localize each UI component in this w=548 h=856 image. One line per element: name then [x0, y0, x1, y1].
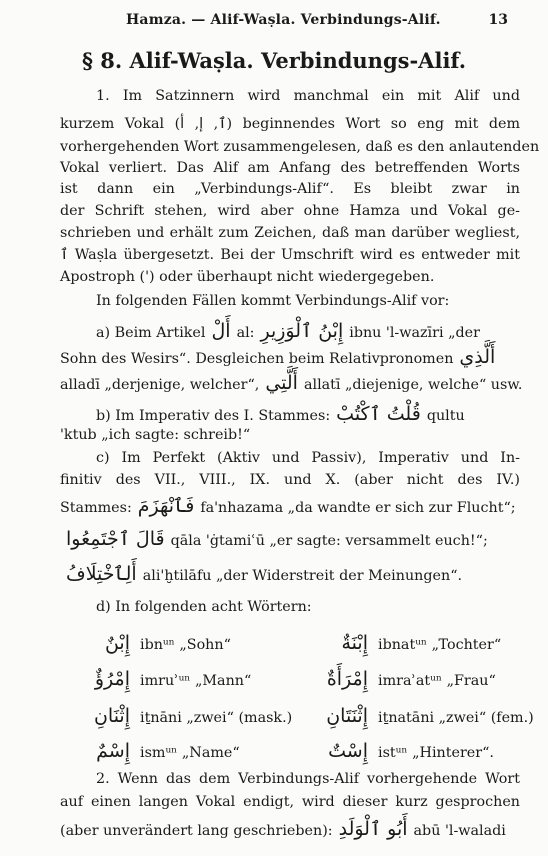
- arabic-text: أَلَّذِي: [459, 346, 496, 368]
- arabic-text: إِبْنُ ٱلْوَزِيرِ: [260, 320, 344, 342]
- case-a-line1: a) Beim Artikel أَلْ al: إِبْنُ ٱلْوَزِيرِ ibnu 'l-wazīri „der: [96, 320, 480, 342]
- para1-line: ٱ Waṣla übergesetzt. Bei der Umschrift wird es entweder mit: [60, 247, 520, 263]
- arabic-text: قُلْتُ ٱكْتُبْ: [336, 403, 421, 425]
- arabic-word: إِسْمٌ: [96, 740, 130, 762]
- word-entry: [306, 668, 496, 690]
- word-translation: iṯnatāni „zwei“ (fem.): [378, 710, 534, 726]
- word-entry: [306, 705, 534, 727]
- case-d-intro: d) In folgenden acht Wörtern:: [96, 599, 312, 615]
- arabic-word: إِثْنَتَانِ: [326, 705, 368, 727]
- arabic-text: أَلِٱخْتِلَافُ: [66, 563, 137, 585]
- para1-line: der Schrift stehen, wird aber ohne Hamza und Vokal ge-: [60, 203, 520, 219]
- case-c-line1: c) Im Perfekt (Aktiv und Passiv), Imperativ und In-: [96, 450, 520, 466]
- arabic-word: إِبْنٌ: [104, 632, 130, 654]
- arabic-text: أَبُو ٱلْوَلَدِ: [338, 818, 408, 840]
- arabic-word: إِسْتٌ: [328, 740, 368, 762]
- arabic-word: إِثْنَانِ: [93, 705, 130, 727]
- case-c-line4: قَالَ ٱجْتَمِعُوا qāla 'ġtamiʿū „er sagte: versammelt euch!“;: [66, 528, 488, 550]
- word-translation: iṯnāni „zwei“ (mask.): [140, 710, 293, 726]
- arabic-word: إِمْرُؤٌ: [94, 668, 130, 690]
- word-translation: imruʾᵘⁿ „Mann“: [140, 673, 252, 689]
- para2-line2: auf einen langen Vokal endigt, wird dieser kurz gesprochen: [60, 794, 520, 810]
- word-entry: [68, 705, 292, 727]
- word-translation: istᵘⁿ „Hinterer“.: [378, 745, 494, 761]
- case-b-line2: 'ktub „ich sagte: schreib!“: [60, 427, 251, 443]
- word-entry: [68, 668, 251, 690]
- section-title: § 8. Alif-Waṣla. Verbindungs-Alif.: [81, 48, 467, 73]
- word-translation: imraʾatᵘⁿ „Frau“: [378, 673, 496, 689]
- para1-line: vorhergehenden Wort zusammengelesen, daß es den anlautenden: [60, 139, 540, 155]
- cases-intro: In folgenden Fällen kommt Verbindungs-Alif vor:: [96, 293, 450, 309]
- arabic-text: فَٱنْهَزَمَ: [137, 495, 195, 517]
- running-header: [60, 10, 508, 32]
- word-translation: ismᵘⁿ „Name“: [140, 745, 240, 761]
- page-number: 13: [488, 12, 508, 28]
- para1-line: 1. Im Satzinnern wird manchmal ein mit Alif und: [96, 88, 520, 104]
- para1-line: ist dann ein „Verbindungs-Alif“. Es bleibt zwar in: [60, 181, 520, 197]
- para1-line: kurzem Vokal (ٱ, إ, أ) beginnendes Wort so eng mit dem: [60, 116, 521, 132]
- case-a-line2: Sohn des Wesirs“. Desgleichen beim Relativpronomen أَلَّذِي: [60, 346, 496, 368]
- word-entry: [68, 632, 231, 654]
- word-translation: ibnᵘⁿ „Sohn“: [140, 637, 231, 653]
- para2-line1: 2. Wenn das dem Verbindungs-Alif vorhergehende Wort: [96, 771, 520, 787]
- arabic-word: إِمْرَأَةٌ: [326, 668, 368, 690]
- case-c-line5: أَلِٱخْتِلَافُ ali'ḫtilāfu „der Widerstreit der Meinungen“.: [66, 563, 463, 585]
- para1-line: schrieben und erhält zum Zeichen, daß man darüber wegliest,: [60, 225, 520, 241]
- case-a-line3: alladī „derjenige, welcher“, أَلَّتِي allatī „diejenige, welche“ usw.: [60, 372, 523, 394]
- para1-line: Vokal verliert. Das Alif am Anfang des betreffenden Worts: [60, 160, 520, 176]
- word-entry: [306, 740, 494, 762]
- para2-line3: (aber unverändert lang geschrieben): أَبُو ٱلْوَلَدِ abū 'l-waladi: [60, 818, 506, 840]
- case-c-line3: Stammes: فَٱنْهَزَمَ fa'nhazama „da wandte er sich zur Flucht“;: [60, 495, 516, 517]
- arabic-text: قَالَ ٱجْتَمِعُوا: [66, 528, 165, 550]
- running-head: Hamza. — Alif-Waṣla. Verbindungs-Alif.: [126, 12, 441, 28]
- case-b-line1: b) Im Imperativ des I. Stammes: قُلْتُ ٱكْتُبْ qultu: [96, 403, 465, 425]
- word-entry: [68, 740, 240, 762]
- arabic-word: إِبْنَةٌ: [341, 632, 368, 654]
- para1-line: Apostroph (') oder überhaupt nicht wiedergegeben.: [60, 269, 435, 285]
- word-translation: ibnatᵘⁿ „Tochter“: [378, 637, 502, 653]
- arabic-text: أَلَّتِي: [265, 372, 298, 394]
- arabic-text: أَلْ: [211, 320, 231, 342]
- word-entry: [306, 632, 501, 654]
- case-c-line2: finitiv des VII., VIII., IX. und X. (aber nicht des IV.): [60, 472, 520, 488]
